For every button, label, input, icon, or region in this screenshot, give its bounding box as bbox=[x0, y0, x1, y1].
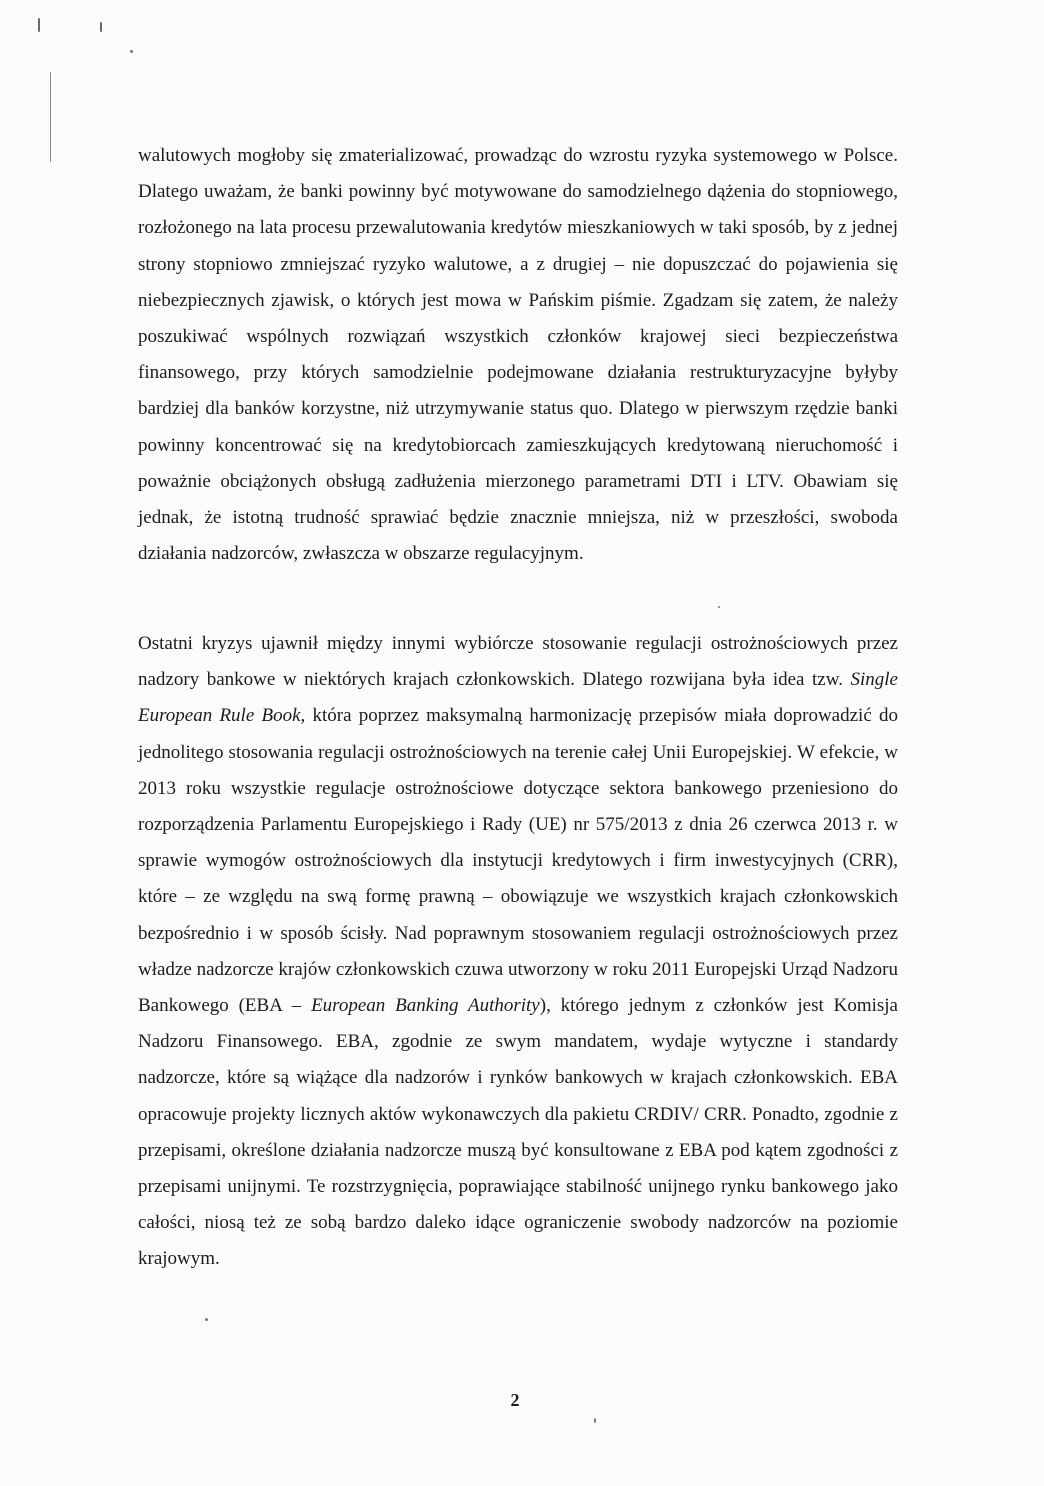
scan-artifact bbox=[130, 50, 133, 53]
scan-artifact bbox=[594, 1418, 596, 1423]
body-paragraph bbox=[138, 138, 898, 572]
scan-artifact bbox=[50, 72, 51, 162]
italic-term: European Banking Authority bbox=[311, 995, 540, 1017]
text-run: walutowych mogłoby się zmaterializować, prowadząc do wzrostu ryzyka systemowego w Polsce. Dlatego uważam, że banki powinny być motywowane do samodzielnego dążenia do stopniowego, rozłożonego na lata procesu przewalutowania kredytów mieszkaniowych w taki sposób, by z jednej strony stopniowo zmniejszać ryzyko walutowe, a z drugiej – nie dopuszczać do pojawienia się niebezpiecznych zjawisk, o których jest mowa w Pańskim piśmie. Zgadzam się zatem, że należy poszukiwać wspólnych rozwiązań wszystkich członków krajowej sieci bezpieczeństwa finansowego, przy których samodzielnie podejmowane działania restrukturyzacyjne byłyby bardziej dla banków korzystne, niż utrzymywanie status quo. Dlatego w pierwszym rzędzie banki powinny koncentrować się na kredytobiorcach zamieszkujących kredytowaną nieruchomość i poważnie obciążonych obsługą zadłużenia mierzonego parametrami DTI i LTV. Obawiam się jednak, że istotną trudność sprawiać będzie znacznie mniejsza, niż w przeszłości, swoboda działania nadzorców, zwłaszcza w obszarze regulacyjnym. bbox=[138, 145, 898, 565]
italic-term: Single European Rule Book bbox=[138, 669, 898, 727]
text-run: Ostatni kryzys ujawnił między innymi wybiórcze stosowanie regulacji ostrożnościowych przez nadzory bankowe w niektórych krajach członkowskich. Dlatego rozwijana była idea tzw. bbox=[138, 633, 898, 691]
body-paragraph bbox=[138, 626, 898, 1278]
text-run: ), którego jednym z członków jest Komisja Nadzoru Finansowego. EBA, zgodnie ze swym mandatem, wydaje wytyczne i standardy nadzorcze, które są wiążące dla nadzorów i rynków bankowych w krajach członkowskich. EBA opracowuje projekty licznych aktów wykonawczych dla pakietu CRDIV/ CRR. Ponadto, zgodnie z przepisami, określone działania nadzorcze muszą być konsultowane z EBA pod kątem zgodności z przepisami unijnymi. Te rozstrzygnięcia, poprawiające stabilność unijnego rynku bankowego jako całości, niosą też ze sobą bardzo daleko idące ograniczenie swobody nadzorców na poziomie krajowym. bbox=[138, 995, 898, 1270]
scan-artifact bbox=[205, 1318, 208, 1321]
scan-artifact bbox=[38, 18, 40, 32]
page-number: 2 bbox=[510, 1390, 520, 1410]
text-run: , która poprzez maksymalną harmonizację przepisów miała doprowadzić do jednolitego stosowania regulacji ostrożnościowych na terenie całej Unii Europejskiej. W efekcie, w 2013 roku wszystkie regulacje ostrożnościowe dotyczące sektora bankowego przeniesiono do rozporządzenia Parlamentu Europejskiego i Rady (UE) nr 575/2013 z dnia 26 czerwca 2013 r. w sprawie wymogów ostrożnościowych dla instytucji kredytowych i firm inwestycyjnych (CRR), które – ze względu na swą formę prawną – obowiązuje we wszystkich krajach członkowskich bezpośrednio i w sposób ścisły. Nad poprawnym stosowaniem regulacji ostrożnościowych przez władze nadzorcze krajów członkowskich czuwa utworzony w roku 2011 Europejski Urząd Nadzoru Bankowego (EBA – bbox=[138, 705, 898, 1017]
scan-artifact bbox=[718, 606, 720, 608]
scan-artifact bbox=[100, 22, 102, 32]
